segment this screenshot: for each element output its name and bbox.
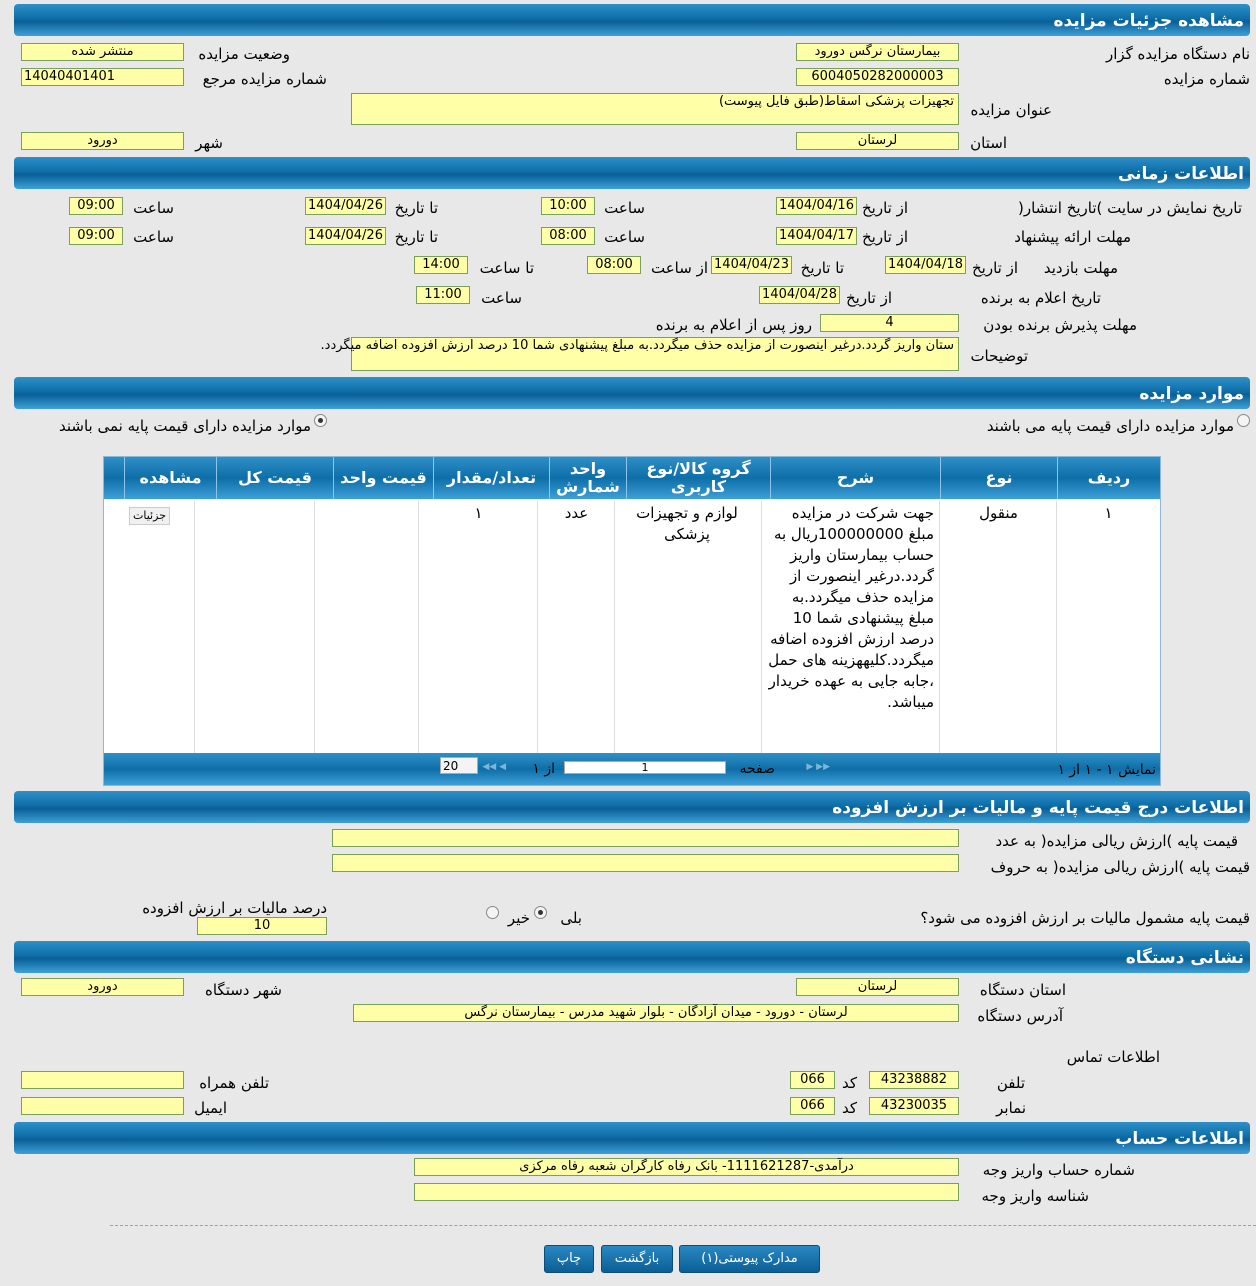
email-label: ایمیل [194, 1099, 227, 1117]
col-header-qty[interactable]: تعداد/مقدار [433, 457, 549, 499]
visit-from-time-field: 08:00 [587, 256, 641, 274]
offer-to-field: 1404/04/26 [305, 227, 386, 245]
items-table-header [104, 457, 1160, 499]
vat-yes-label: بلی [560, 909, 582, 927]
col-header-total-price[interactable]: قیمت کل [216, 457, 333, 499]
radio-with-base-price-label: موارد مزایده دارای قیمت پایه می باشند [986, 417, 1234, 435]
attachments-button[interactable]: مدارک پیوستی(۱) [679, 1245, 820, 1273]
vat-no-radio[interactable] [486, 906, 499, 919]
pager-page-label: صفحه [739, 761, 775, 777]
cell-qty: ۱ [474, 504, 483, 522]
section-header-address: نشانی دستگاه [14, 941, 1250, 973]
device-address-field: لرستان - دورود - میدان آزادگان - بلوار شهید مدرس - بیمارستان نرگس [353, 1004, 959, 1022]
offer-from-hour-label: ساعت [604, 228, 645, 246]
col-divider [1056, 501, 1057, 753]
fax-label: نمابر [996, 1099, 1026, 1117]
vat-question-label: قیمت پایه مشمول مالیات بر ارزش افزوده می شود؟ [920, 909, 1250, 927]
accept-days-field: 4 [820, 314, 959, 332]
cell-desc: جهت شرکت در مزایده مبلغ 100000000ریال به حساب بیمارستان واریز گردد.درغیر اینصورت از مزایده حذف میگردد.به مبلغ پیشنهادی شما 10 درصد ارزش افزوده اضافه میگردد.کلیههزینه های حمل ،جابه جایی به عهده خریدار میباشد. [768, 504, 934, 711]
col-header-view[interactable]: مشاهده [124, 457, 216, 499]
title-field: تجهیزات پزشکی اسقاط(طبق فایل پیوست) [351, 93, 959, 125]
col-divider [194, 501, 195, 753]
section-header-items: موارد مزایده [14, 377, 1250, 409]
offer-to-hour-label: ساعت [133, 228, 174, 246]
cell-type: منقول [979, 504, 1018, 522]
phone-code-field: 066 [790, 1071, 835, 1089]
visit-to-hour-label: تا ساعت [479, 259, 534, 277]
visit-to-field: 1404/04/23 [711, 256, 792, 274]
pager [104, 753, 1160, 785]
device-province-label: استان دستگاه [979, 981, 1066, 999]
winner-date-field: 1404/04/28 [759, 286, 840, 304]
phone-field: 43238882 [869, 1071, 959, 1089]
base-price-number-field [332, 829, 959, 847]
accept-suffix: روز پس از اعلام به برنده [655, 316, 812, 334]
base-price-number-label: قیمت پایه )ارزش ریالی مزایده( به عدد [995, 832, 1238, 850]
device-city-label: شهر دستگاه [204, 981, 282, 999]
pager-first-icon[interactable]: ▶▶ ▶ [806, 762, 830, 772]
device-city-field: دورود [21, 978, 184, 996]
auction-number-label: شماره مزایده [1163, 70, 1250, 88]
ref-number-label: شماره مزایده مرجع [202, 70, 327, 88]
phone-code-label: کد [841, 1074, 857, 1092]
account-number-label: شماره حساب واریز وجه [982, 1161, 1135, 1179]
mobile-label: تلفن همراه [199, 1074, 269, 1092]
col-header-index[interactable]: ردیف [1057, 457, 1160, 499]
province-label: استان [970, 134, 1007, 152]
vat-yes-radio[interactable] [534, 906, 547, 919]
offer-to-time-field: 09:00 [69, 227, 123, 245]
status-label: وضعیت مزایده [198, 45, 290, 63]
visit-to-label: تا تاریخ [800, 259, 844, 277]
print-button[interactable]: چاپ [544, 1245, 594, 1273]
device-address-label: آدرس دستگاه [977, 1007, 1063, 1025]
display-from-hour-label: ساعت [604, 199, 645, 217]
pager-last-icon[interactable]: ◀ ◀◀ [482, 762, 506, 772]
display-to-hour-label: ساعت [133, 199, 174, 217]
device-province-field: لرستان [796, 978, 959, 996]
org-label: نام دستگاه مزایده گزار [1105, 45, 1250, 63]
winner-hour-label: ساعت [481, 289, 522, 307]
section-header-details: مشاهده جزئیات مزایده [14, 4, 1250, 36]
status-field: منتشر شده [21, 43, 184, 61]
pager-summary: نمایش ۱ - ۱ از ۱ [1057, 762, 1156, 778]
auction-number-field: 6004050282000003 [796, 68, 959, 86]
display-to-field: 1404/04/26 [305, 197, 386, 215]
col-header-unit-price[interactable]: قیمت واحد [333, 457, 433, 499]
back-button[interactable]: بازگشت [601, 1245, 673, 1273]
base-price-text-label: قیمت پایه )ارزش ریالی مزایده( به حروف [990, 858, 1250, 876]
cell-group: لوازم و تجهیزات پزشکی [636, 504, 738, 543]
display-from-field: 1404/04/16 [776, 197, 857, 215]
phone-label: تلفن [996, 1074, 1025, 1092]
title-label: عنوان مزایده [970, 101, 1052, 119]
base-price-text-field [332, 854, 959, 872]
col-header-unit[interactable]: واحد شمارش [549, 457, 626, 499]
offer-from-field: 1404/04/17 [776, 227, 857, 245]
fax-code-label: کد [841, 1099, 857, 1117]
fax-field: 43230035 [869, 1097, 959, 1115]
pager-of-label: از ۱ [532, 761, 555, 777]
description-field: ستان واریز گردد.درغیر اینصورت از مزایده حذف میگردد.به مبلغ پیشنهادی شما 10 درصد ارزش افزوده اضافه میگردد. [351, 337, 959, 371]
col-divider [537, 501, 538, 753]
contact-info-label: اطلاعات تماس [1066, 1048, 1160, 1066]
winner-time-field: 11:00 [416, 286, 470, 304]
display-date-label: تاریخ نمایش در سایت )تاریخ انتشار( [1018, 199, 1242, 217]
col-header-type[interactable]: نوع [940, 457, 1057, 499]
winner-label: تاریخ اعلام به برنده [980, 289, 1101, 307]
vat-percent-field: 10 [197, 917, 327, 935]
display-from-label: از تاریخ [861, 199, 908, 217]
section-header-timing: اطلاعات زمانی [14, 157, 1250, 189]
fax-code-field: 066 [790, 1097, 835, 1115]
province-field: لرستان [796, 132, 959, 150]
visit-from-label: از تاریخ [971, 259, 1018, 277]
winner-from-label: از تاریخ [845, 289, 892, 307]
display-to-label: تا تاریخ [394, 199, 438, 217]
details-button[interactable]: جزئیات [129, 507, 170, 525]
visit-to-time-field: 14:00 [414, 256, 468, 274]
col-divider [614, 501, 615, 753]
col-header-group[interactable]: گروه کالا/نوع کاربری [626, 457, 770, 499]
radio-without-base-price[interactable] [314, 414, 327, 427]
city-field: دورود [21, 132, 184, 150]
col-divider [761, 501, 762, 753]
mobile-field [21, 1071, 184, 1089]
cell-index: ۱ [1104, 504, 1113, 522]
divider [110, 1225, 1256, 1226]
display-to-time-field: 09:00 [69, 197, 123, 215]
offer-to-label: تا تاریخ [394, 228, 438, 246]
offer-from-time-field: 08:00 [541, 227, 595, 245]
offer-label: مهلت ارائه پیشنهاد [1014, 228, 1131, 246]
payment-id-field [414, 1183, 959, 1201]
description-label: توضیحات [970, 347, 1028, 365]
vat-no-label: خیر [507, 909, 530, 927]
cell-unit: عدد [564, 504, 589, 522]
accept-label: مهلت پذیرش برنده بودن [983, 316, 1137, 334]
section-header-account: اطلاعات حساب [14, 1122, 1250, 1154]
col-divider [314, 501, 315, 753]
payment-id-label: شناسه واریز وجه [981, 1187, 1089, 1205]
display-from-time-field: 10:00 [541, 197, 595, 215]
col-divider [939, 501, 940, 753]
radio-without-base-price-label: موارد مزایده دارای قیمت پایه نمی باشند [59, 417, 311, 435]
city-label: شهر [195, 134, 223, 152]
pager-size-input[interactable]: 20 [440, 757, 478, 774]
col-header-desc[interactable]: شرح [770, 457, 940, 499]
visit-label: مهلت بازدید [1043, 259, 1118, 277]
vat-percent-label: درصد مالیات بر ارزش افزوده [142, 899, 327, 917]
radio-with-base-price[interactable] [1237, 414, 1250, 427]
ref-number-field: 14040401401 [21, 68, 184, 86]
items-table [103, 456, 1161, 786]
offer-from-label: از تاریخ [861, 228, 908, 246]
account-number-field: درآمدی-1111621287- بانک رفاه کارگران شعبه رفاه مرکزی [414, 1158, 959, 1176]
email-field [21, 1097, 184, 1115]
section-header-price: اطلاعات درج قیمت پایه و مالیات بر ارزش افزوده [14, 791, 1250, 823]
pager-page-input[interactable]: 1 [564, 761, 726, 774]
col-divider [418, 501, 419, 753]
visit-from-field: 1404/04/18 [885, 256, 966, 274]
org-field: بیمارستان نرگس دورود [796, 43, 959, 61]
visit-from-hour-label: از ساعت [651, 259, 708, 277]
